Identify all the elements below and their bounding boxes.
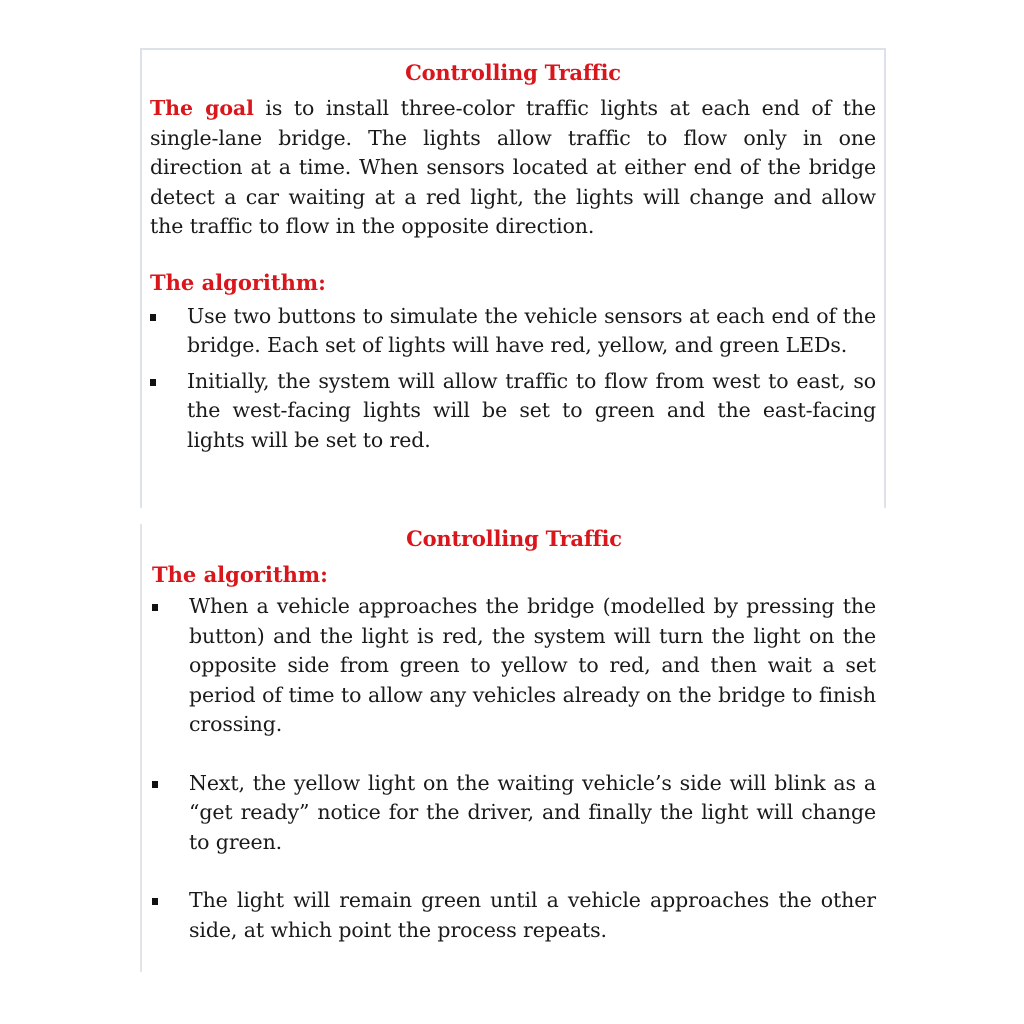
slide-2-title: Controlling Traffic	[406, 526, 622, 551]
bullet-square-icon	[150, 379, 156, 386]
bullet-square-icon	[152, 898, 158, 905]
slide-2-bullet: The light will remain green until a vehicle approaches the other side, at which point the process repeats.	[152, 886, 876, 945]
slide-1-title: Controlling Traffic	[405, 60, 621, 85]
slide-1-bullet-list	[150, 302, 876, 456]
slide-1-content	[150, 60, 876, 455]
slide-1-algorithm-heading: The algorithm:	[150, 269, 326, 295]
slide-2-bullet: When a vehicle approaches the bridge (modelled by pressing the button) and the light is red, the system will turn the light on the opposite side from green to yellow to red, and then wait a set period of time to allow any vehicles already on the bridge to finish crossing.	[152, 592, 876, 740]
slide-1-bullet: Use two buttons to simulate the vehicle sensors at each end of the bridge. Each set of lights will have red, yellow, and green LEDs.	[150, 302, 876, 361]
goal-text: is to install three-color traffic lights at each end of the single-lane bridge. The lights allow traffic to flow only in one direction at a time. When sensors located at either end of the bridge detect a car waiting at a red light, the lights will change and allow the traffic to flow in the opposite direction.	[150, 96, 876, 238]
bullet-square-icon	[152, 781, 158, 788]
goal-paragraph	[150, 94, 876, 242]
slide-2-bullet: Next, the yellow light on the waiting vehicle’s side will blink as a “get ready” notice for the driver, and finally the light will change to green.	[152, 769, 876, 858]
slide-1	[140, 48, 886, 508]
bullet-square-icon	[152, 604, 158, 611]
slide-1-bullet: Initially, the system will allow traffic to flow from west to east, so the west-facing lights will be set to green and the east-facing lights will be set to red.	[150, 367, 876, 456]
slide-2	[140, 524, 880, 972]
slide-2-content	[152, 526, 876, 945]
slide-2-algorithm-heading: The algorithm:	[152, 562, 328, 587]
slide-2-bullet-list	[152, 592, 876, 945]
bullet-square-icon	[150, 314, 156, 321]
goal-label: The goal	[150, 96, 254, 120]
